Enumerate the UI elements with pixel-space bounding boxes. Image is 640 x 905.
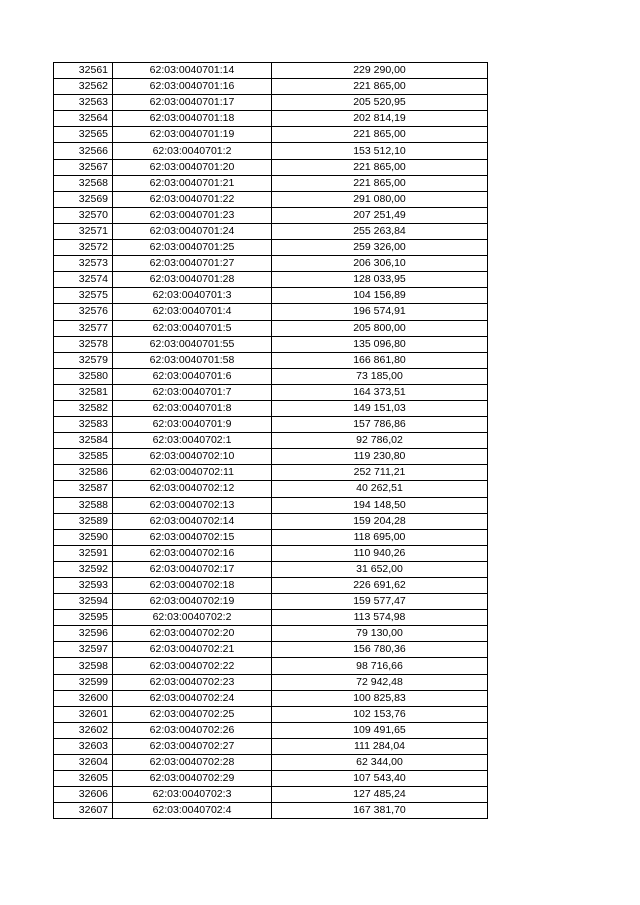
cadastral-number-cell: 62:03:0040702:17 [113, 561, 272, 577]
value-cell: 167 381,70 [272, 803, 488, 819]
cadastral-number-cell: 62:03:0040701:58 [113, 352, 272, 368]
table-row [54, 207, 488, 223]
table-row [54, 513, 488, 529]
row-number-cell: 32566 [54, 143, 113, 159]
row-number-cell: 32569 [54, 191, 113, 207]
value-cell: 135 096,80 [272, 336, 488, 352]
table-row [54, 642, 488, 658]
cadastral-number-cell: 62:03:0040702:4 [113, 803, 272, 819]
cadastral-number-cell: 62:03:0040701:17 [113, 95, 272, 111]
row-number-cell: 32582 [54, 400, 113, 416]
cadastral-number-cell: 62:03:0040701:28 [113, 272, 272, 288]
cadastral-number-cell: 62:03:0040702:12 [113, 481, 272, 497]
cadastral-number-cell: 62:03:0040701:55 [113, 336, 272, 352]
table-row [54, 610, 488, 626]
value-cell: 202 814,19 [272, 111, 488, 127]
cadastral-number-cell: 62:03:0040702:16 [113, 545, 272, 561]
value-cell: 92 786,02 [272, 433, 488, 449]
value-cell: 110 940,26 [272, 545, 488, 561]
table-row [54, 578, 488, 594]
cadastral-number-cell: 62:03:0040702:10 [113, 449, 272, 465]
cadastral-number-cell: 62:03:0040702:3 [113, 787, 272, 803]
table-row [54, 722, 488, 738]
cadastral-number-cell: 62:03:0040702:20 [113, 626, 272, 642]
value-cell: 153 512,10 [272, 143, 488, 159]
table-row [54, 594, 488, 610]
row-number-cell: 32588 [54, 497, 113, 513]
table-row [54, 272, 488, 288]
table-row [54, 111, 488, 127]
value-cell: 40 262,51 [272, 481, 488, 497]
value-cell: 221 865,00 [272, 79, 488, 95]
value-cell: 118 695,00 [272, 529, 488, 545]
value-cell: 252 711,21 [272, 465, 488, 481]
table-row [54, 95, 488, 111]
value-cell: 72 942,48 [272, 674, 488, 690]
table-row [54, 674, 488, 690]
table-row [54, 465, 488, 481]
table-row [54, 304, 488, 320]
row-number-cell: 32595 [54, 610, 113, 626]
value-cell: 119 230,80 [272, 449, 488, 465]
value-cell: 31 652,00 [272, 561, 488, 577]
cadastral-number-cell: 62:03:0040702:18 [113, 578, 272, 594]
value-cell: 206 306,10 [272, 256, 488, 272]
cadastral-number-cell: 62:03:0040701:8 [113, 400, 272, 416]
cadastral-number-cell: 62:03:0040701:4 [113, 304, 272, 320]
table-row [54, 545, 488, 561]
value-cell: 79 130,00 [272, 626, 488, 642]
table-row [54, 561, 488, 577]
cadastral-number-cell: 62:03:0040701:7 [113, 384, 272, 400]
table-row [54, 658, 488, 674]
table-row [54, 771, 488, 787]
table-row [54, 803, 488, 819]
cadastral-number-cell: 62:03:0040701:5 [113, 320, 272, 336]
cadastral-number-cell: 62:03:0040702:23 [113, 674, 272, 690]
row-number-cell: 32596 [54, 626, 113, 642]
cadastral-number-cell: 62:03:0040701:3 [113, 288, 272, 304]
row-number-cell: 32571 [54, 223, 113, 239]
table-row [54, 159, 488, 175]
row-number-cell: 32567 [54, 159, 113, 175]
value-cell: 98 716,66 [272, 658, 488, 674]
value-cell: 127 485,24 [272, 787, 488, 803]
row-number-cell: 32565 [54, 127, 113, 143]
row-number-cell: 32603 [54, 738, 113, 754]
table-row [54, 223, 488, 239]
cadastral-number-cell: 62:03:0040701:2 [113, 143, 272, 159]
table-row [54, 738, 488, 754]
value-cell: 259 326,00 [272, 240, 488, 256]
value-cell: 159 204,28 [272, 513, 488, 529]
row-number-cell: 32580 [54, 368, 113, 384]
cadastral-number-cell: 62:03:0040702:13 [113, 497, 272, 513]
cadastral-number-cell: 62:03:0040701:23 [113, 207, 272, 223]
table-row [54, 400, 488, 416]
value-cell: 102 153,76 [272, 706, 488, 722]
value-cell: 100 825,83 [272, 690, 488, 706]
table-row [54, 127, 488, 143]
cadastral-number-cell: 62:03:0040701:16 [113, 79, 272, 95]
cadastral-number-cell: 62:03:0040702:19 [113, 594, 272, 610]
table-row [54, 497, 488, 513]
row-number-cell: 32604 [54, 755, 113, 771]
value-cell: 159 577,47 [272, 594, 488, 610]
value-cell: 207 251,49 [272, 207, 488, 223]
value-cell: 255 263,84 [272, 223, 488, 239]
value-cell: 221 865,00 [272, 159, 488, 175]
cadastral-number-cell: 62:03:0040702:11 [113, 465, 272, 481]
value-cell: 221 865,00 [272, 127, 488, 143]
table-row [54, 706, 488, 722]
table-row [54, 79, 488, 95]
row-number-cell: 32587 [54, 481, 113, 497]
cadastral-number-cell: 62:03:0040701:21 [113, 175, 272, 191]
value-cell: 221 865,00 [272, 175, 488, 191]
row-number-cell: 32563 [54, 95, 113, 111]
row-number-cell: 32573 [54, 256, 113, 272]
row-number-cell: 32593 [54, 578, 113, 594]
table-row [54, 481, 488, 497]
value-cell: 194 148,50 [272, 497, 488, 513]
cadastral-number-cell: 62:03:0040702:22 [113, 658, 272, 674]
cadastral-number-cell: 62:03:0040702:15 [113, 529, 272, 545]
row-number-cell: 32579 [54, 352, 113, 368]
table-body [54, 63, 488, 819]
value-cell: 166 861,80 [272, 352, 488, 368]
value-cell: 226 691,62 [272, 578, 488, 594]
row-number-cell: 32591 [54, 545, 113, 561]
row-number-cell: 32564 [54, 111, 113, 127]
row-number-cell: 32575 [54, 288, 113, 304]
row-number-cell: 32597 [54, 642, 113, 658]
row-number-cell: 32561 [54, 63, 113, 79]
table-row [54, 191, 488, 207]
cadastral-number-cell: 62:03:0040702:1 [113, 433, 272, 449]
table-row [54, 240, 488, 256]
table-row [54, 143, 488, 159]
cadastral-number-cell: 62:03:0040702:24 [113, 690, 272, 706]
table-row [54, 175, 488, 191]
row-number-cell: 32599 [54, 674, 113, 690]
value-cell: 107 543,40 [272, 771, 488, 787]
row-number-cell: 32601 [54, 706, 113, 722]
table-row [54, 417, 488, 433]
row-number-cell: 32576 [54, 304, 113, 320]
row-number-cell: 32600 [54, 690, 113, 706]
row-number-cell: 32577 [54, 320, 113, 336]
cadastral-number-cell: 62:03:0040702:25 [113, 706, 272, 722]
value-cell: 164 373,51 [272, 384, 488, 400]
row-number-cell: 32594 [54, 594, 113, 610]
row-number-cell: 32589 [54, 513, 113, 529]
table-row [54, 433, 488, 449]
row-number-cell: 32574 [54, 272, 113, 288]
row-number-cell: 32568 [54, 175, 113, 191]
cadastral-number-cell: 62:03:0040702:14 [113, 513, 272, 529]
value-cell: 113 574,98 [272, 610, 488, 626]
table-row [54, 368, 488, 384]
value-cell: 149 151,03 [272, 400, 488, 416]
row-number-cell: 32586 [54, 465, 113, 481]
row-number-cell: 32605 [54, 771, 113, 787]
value-cell: 104 156,89 [272, 288, 488, 304]
table-row [54, 690, 488, 706]
table-row [54, 626, 488, 642]
row-number-cell: 32581 [54, 384, 113, 400]
value-cell: 111 284,04 [272, 738, 488, 754]
value-cell: 205 800,00 [272, 320, 488, 336]
table-row [54, 787, 488, 803]
table-row [54, 288, 488, 304]
table-row [54, 336, 488, 352]
row-number-cell: 32598 [54, 658, 113, 674]
row-number-cell: 32607 [54, 803, 113, 819]
row-number-cell: 32572 [54, 240, 113, 256]
cadastral-number-cell: 62:03:0040702:27 [113, 738, 272, 754]
cadastral-number-cell: 62:03:0040701:19 [113, 127, 272, 143]
value-cell: 157 786,86 [272, 417, 488, 433]
cadastral-value-table [53, 62, 488, 819]
cadastral-number-cell: 62:03:0040701:6 [113, 368, 272, 384]
value-cell: 156 780,36 [272, 642, 488, 658]
cadastral-number-cell: 62:03:0040701:18 [113, 111, 272, 127]
cadastral-number-cell: 62:03:0040701:22 [113, 191, 272, 207]
value-cell: 62 344,00 [272, 755, 488, 771]
row-number-cell: 32602 [54, 722, 113, 738]
cadastral-number-cell: 62:03:0040702:2 [113, 610, 272, 626]
cadastral-number-cell: 62:03:0040701:27 [113, 256, 272, 272]
value-cell: 73 185,00 [272, 368, 488, 384]
cadastral-number-cell: 62:03:0040702:21 [113, 642, 272, 658]
row-number-cell: 32583 [54, 417, 113, 433]
value-cell: 229 290,00 [272, 63, 488, 79]
value-cell: 205 520,95 [272, 95, 488, 111]
row-number-cell: 32562 [54, 79, 113, 95]
table-row [54, 352, 488, 368]
row-number-cell: 32578 [54, 336, 113, 352]
cadastral-number-cell: 62:03:0040701:20 [113, 159, 272, 175]
row-number-cell: 32570 [54, 207, 113, 223]
cadastral-number-cell: 62:03:0040701:24 [113, 223, 272, 239]
table-row [54, 755, 488, 771]
value-cell: 109 491,65 [272, 722, 488, 738]
row-number-cell: 32584 [54, 433, 113, 449]
value-cell: 196 574,91 [272, 304, 488, 320]
row-number-cell: 32606 [54, 787, 113, 803]
cadastral-number-cell: 62:03:0040701:25 [113, 240, 272, 256]
row-number-cell: 32585 [54, 449, 113, 465]
cadastral-number-cell: 62:03:0040701:9 [113, 417, 272, 433]
value-cell: 128 033,95 [272, 272, 488, 288]
cadastral-number-cell: 62:03:0040701:14 [113, 63, 272, 79]
table-row [54, 529, 488, 545]
cadastral-number-cell: 62:03:0040702:26 [113, 722, 272, 738]
table-row [54, 63, 488, 79]
cadastral-number-cell: 62:03:0040702:29 [113, 771, 272, 787]
value-cell: 291 080,00 [272, 191, 488, 207]
table-row [54, 449, 488, 465]
cadastral-number-cell: 62:03:0040702:28 [113, 755, 272, 771]
row-number-cell: 32592 [54, 561, 113, 577]
table-row [54, 320, 488, 336]
table-row [54, 384, 488, 400]
table-row [54, 256, 488, 272]
row-number-cell: 32590 [54, 529, 113, 545]
